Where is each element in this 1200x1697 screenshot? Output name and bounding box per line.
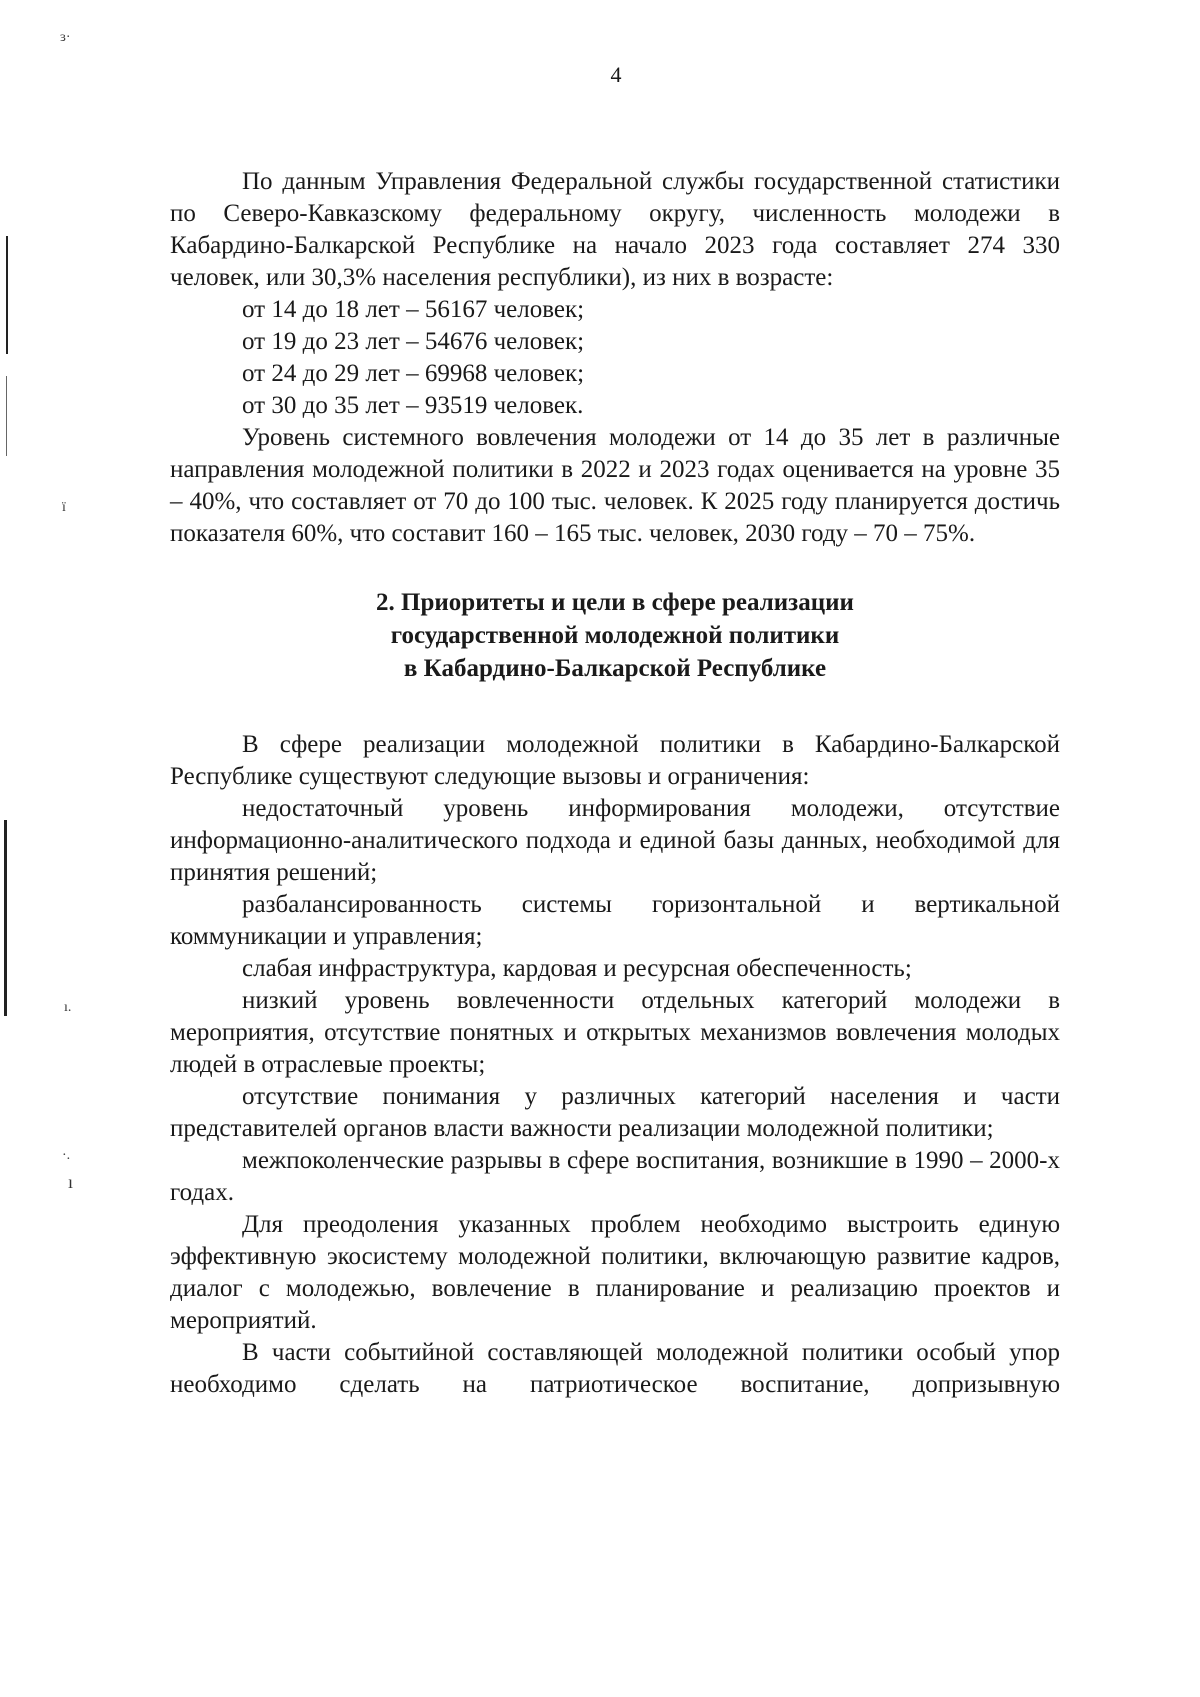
challenge-item: низкий уровень вовлеченности отдельных категорий молодежи в мероприятия, отсутствие понятных и открытых механизмов вовлечения молодых людей в отраслевые проекты; (170, 987, 1060, 1078)
section-heading (170, 586, 1060, 685)
challenges-intro: В сфере реализации молодежной политики в Кабардино-Балкарской Республике существуют следующие вызовы и ограничения: (170, 731, 1060, 790)
section-heading-line: государственной молодежной политики (390, 622, 840, 649)
events-paragraph: В части событийной составляющей молодежной политики особый упор необходимо сделать на патриотическое воспитание, допризывную (170, 1339, 1060, 1398)
section-heading-line: 2. Приоритеты и цели в сфере реализации (376, 589, 854, 616)
scan-speck: ï (62, 500, 66, 515)
challenge-item: межпоколенческие разрывы в сфере воспитания, возникшие в 1990 – 2000-х годах. (170, 1147, 1060, 1206)
intro-paragraph: По данным Управления Федеральной службы государственной статистики по Северо-Кавказскому федеральному округу, численность молодежи в Кабардино-Балкарской Республике на начало 2023 года составляет 274 330 человек, или 30,3% населения республики), из них в возрасте: (170, 168, 1060, 291)
document-body (170, 166, 1060, 1401)
challenge-item: разбалансированность системы горизонтальной и вертикальной коммуникации и управления; (170, 891, 1060, 950)
solution-paragraph: Для преодоления указанных проблем необходимо выстроить единую эффективную экосистему молодежной политики, включающую развитие кадров, диалог с молодежью, вовлечение в планирование и реализацию проектов и мероприятий. (170, 1211, 1060, 1334)
page-number: 4 (610, 62, 622, 87)
scan-speck: ·. (62, 1148, 71, 1163)
scan-margin-line (4, 820, 7, 1016)
scan-speck: ı. (64, 1000, 72, 1015)
challenge-item: недостаточный уровень информирования молодежи, отсутствие информационно-аналитического подхода и единой базы данных, необходимой для принятия решений; (170, 795, 1060, 886)
age-group-item: от 30 до 35 лет – 93519 человек. (242, 392, 584, 419)
scan-margin-line (6, 376, 7, 456)
age-group-item: от 19 до 23 лет – 54676 человек; (242, 328, 585, 355)
section-heading-line: в Кабардино-Балкарской Республике (403, 655, 827, 682)
scan-speck: ɜ· (60, 30, 71, 45)
age-group-item: от 14 до 18 лет – 56167 человек; (242, 296, 585, 323)
scan-speck: ı (68, 1172, 74, 1192)
scan-margin-line (6, 236, 8, 354)
age-group-item: от 24 до 29 лет – 69968 человек; (242, 360, 585, 387)
challenge-item: слабая инфраструктура, кардовая и ресурсная обеспеченность; (242, 955, 912, 982)
involvement-paragraph: Уровень системного вовлечения молодежи от 14 до 35 лет в различные направления молодежной политики в 2022 и 2023 годах оценивается на уровне 35 – 40%, что составляет от 70 до 100 тыс. человек. К 2025 году планируется достичь показателя 60%, что составит 160 – 165 тыс. человек, 2030 году – 70 – 75%. (170, 424, 1060, 547)
challenge-item: отсутствие понимания у различных категорий населения и части представителей органов власти важности реализации молодежной политики; (170, 1083, 1060, 1142)
